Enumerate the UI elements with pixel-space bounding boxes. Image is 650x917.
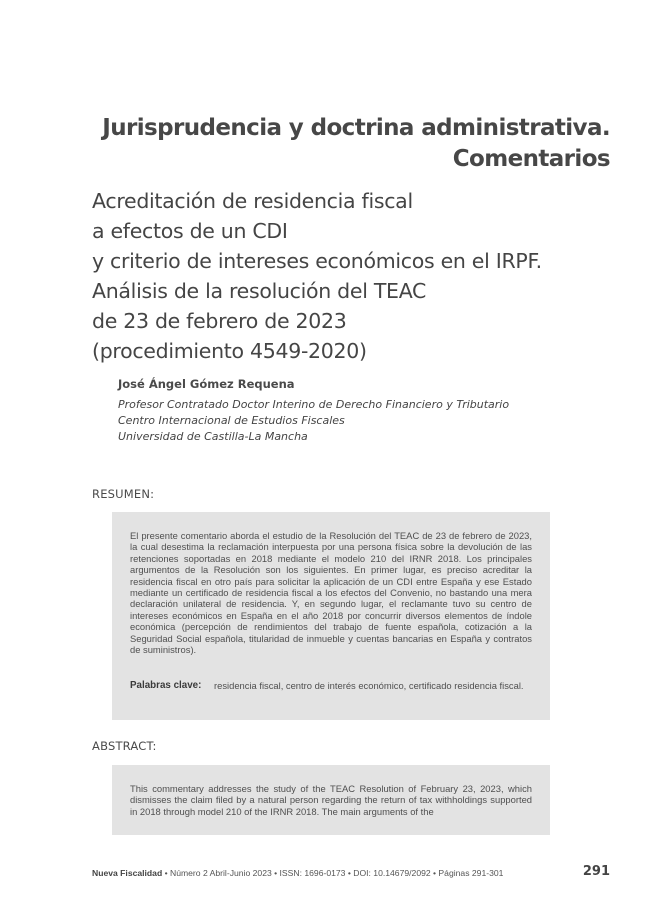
footer-journal: Nueva Fiscalidad — [92, 868, 163, 878]
abstract-box — [112, 765, 550, 835]
abstract-text: This commentary addresses the study of the TEAC Resolution of February 23, 2023, which dismisses the claim filed by a natural person regarding the return of tax withholdings supported in 2018 through model 210 of the IRNR 2018. The main arguments of the — [130, 783, 532, 817]
resumen-box — [112, 512, 550, 720]
article-title-line: y criterio de intereses económicos en el IRPF. — [92, 249, 542, 273]
resumen-text: El presente comentario aborda el estudio de la Resolución del TEAC de 23 de febrero de 2023, la cual desestima la reclamación interpuesta por una persona física sobre la devolución de las retenciones soportadas en 2018 mediante el modelo 210 del IRNR 2018. Los principales argumentos de la Resolución son los siguientes. En primer lugar, es preciso acreditar la residencia fiscal en otro país para solicitar la aplicación de un CDI entre España y ese Estado mediante un certificado de residencia fiscal a los efectos del Convenio, no bastando una mera declaración unilateral de residencia. Y, en segundo lugar, el reclamante tuvo su centro de intereses económicos en España en el año 2018 por concurrir diversos elementos de índole económica (percepción de rendimientos del trabajo de fuente española, cotización a la Seguridad Social española, titularidad de inmueble y cuentas bancarias en España y contratos de suministros). — [130, 530, 532, 656]
article-title — [92, 186, 612, 366]
author-affiliations — [118, 397, 509, 445]
article-title-line: a efectos de un CDI — [92, 219, 288, 243]
keywords-label: Palabras clave: — [130, 680, 202, 691]
keywords-row — [130, 680, 532, 692]
affiliation-line: Universidad de Castilla-La Mancha — [118, 430, 308, 443]
abstract-label: ABSTRACT: — [92, 739, 157, 753]
section-title-line-2: Comentarios — [452, 146, 610, 172]
author-name: José Ángel Gómez Requena — [118, 377, 295, 391]
article-title-line: Acreditación de residencia fiscal — [92, 189, 413, 213]
page-number: 291 — [582, 864, 610, 879]
section-title — [102, 113, 610, 175]
page-footer — [92, 868, 503, 878]
affiliation-line: Profesor Contratado Doctor Interino de Derecho Financiero y Tributario — [118, 398, 510, 411]
footer-details: • Número 2 Abril-Junio 2023 • ISSN: 1696-0173 • DOI: 10.14679/2092 • Páginas 291-301 — [162, 868, 504, 878]
keywords-text: residencia fiscal, centro de interés económico, certificado residencia fiscal. — [214, 680, 524, 691]
article-title-line: Análisis de la resolución del TEAC — [92, 279, 427, 303]
resumen-label: RESUMEN: — [92, 487, 155, 501]
section-title-line-1: Jurisprudencia y doctrina administrativa. — [102, 115, 610, 141]
article-title-line: (procedimiento 4549-2020) — [92, 339, 367, 363]
article-title-line: de 23 de febrero de 2023 — [92, 309, 347, 333]
affiliation-line: Centro Internacional de Estudios Fiscales — [118, 414, 345, 427]
